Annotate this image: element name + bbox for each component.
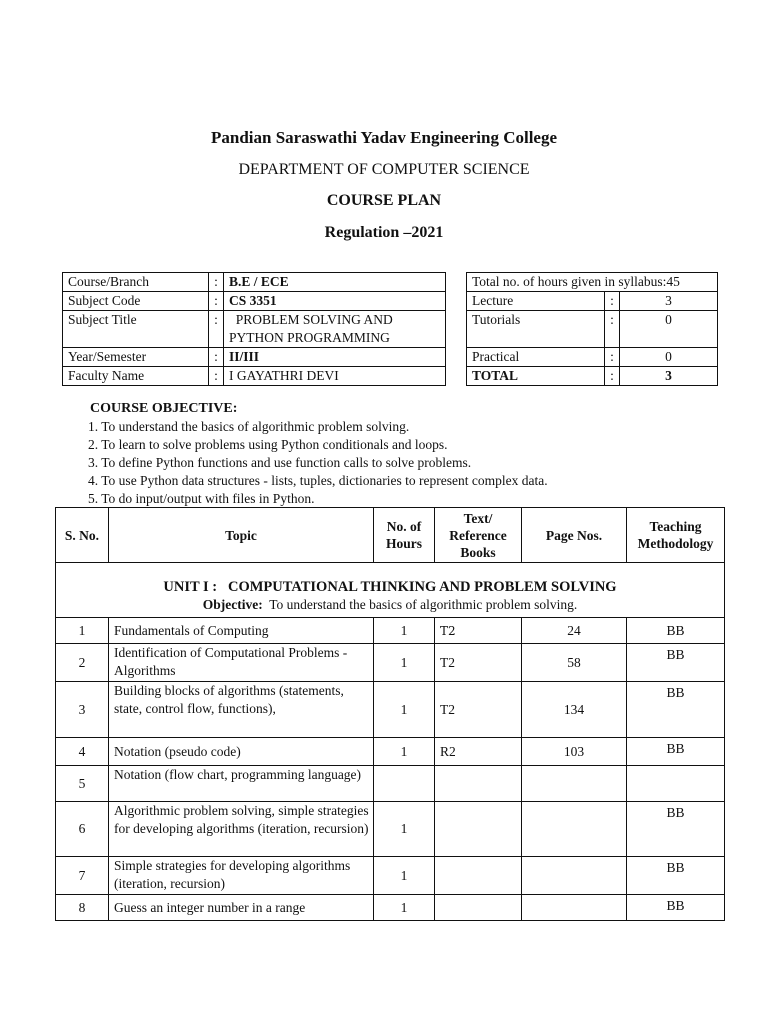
lecture-row bbox=[467, 292, 718, 311]
objective-item: 5. To do input/output with files in Python. bbox=[88, 491, 315, 506]
row-book bbox=[435, 895, 522, 921]
course-info-table bbox=[62, 272, 446, 386]
row-book bbox=[435, 766, 522, 802]
row-method: BB bbox=[627, 857, 725, 895]
info-label: Course/Branch bbox=[63, 273, 209, 292]
row-sno: 1 bbox=[56, 618, 109, 644]
table-row bbox=[56, 766, 725, 802]
objective-item: 3. To define Python functions and use function calls to solve problems. bbox=[88, 455, 472, 470]
row-method: BB bbox=[627, 895, 725, 921]
row-topic: Guess an integer number in a range bbox=[109, 895, 374, 921]
row-book: T2 bbox=[435, 644, 522, 682]
row-pages bbox=[522, 766, 627, 802]
row-pages bbox=[522, 802, 627, 857]
objective-item: 1. To understand the basics of algorithmic problem solving. bbox=[88, 419, 410, 434]
info-colon: : bbox=[209, 292, 224, 311]
row-pages: 58 bbox=[522, 644, 627, 682]
info-label: Year/Semester bbox=[63, 348, 209, 367]
row-hours bbox=[374, 766, 435, 802]
row-sno: 7 bbox=[56, 857, 109, 895]
table-header-row bbox=[56, 508, 725, 563]
row-hours: 1 bbox=[374, 644, 435, 682]
row-topic: Algorithmic problem solving, simple strategies for developing algorithms (iteration, recursion) bbox=[109, 802, 374, 857]
hours-value: 3 bbox=[620, 367, 718, 386]
row-book: T2 bbox=[435, 618, 522, 644]
hours-label: Practical bbox=[467, 348, 605, 367]
table-row bbox=[56, 682, 725, 738]
info-label: Subject Title bbox=[63, 311, 209, 348]
hours-label: Lecture bbox=[467, 292, 605, 311]
info-colon: : bbox=[209, 311, 224, 348]
info-value: B.E / ECE bbox=[224, 273, 446, 292]
row-hours: 1 bbox=[374, 895, 435, 921]
hours-value: 0 bbox=[620, 311, 718, 348]
info-colon: : bbox=[209, 348, 224, 367]
objective-item: 2. To learn to solve problems using Python conditionals and loops. bbox=[88, 437, 448, 452]
hours-colon: : bbox=[605, 292, 620, 311]
practical-row bbox=[467, 348, 718, 367]
row-hours: 1 bbox=[374, 857, 435, 895]
info-colon: : bbox=[209, 273, 224, 292]
tutorials-row bbox=[467, 311, 718, 348]
row-hours: 1 bbox=[374, 738, 435, 766]
info-label: Subject Code bbox=[63, 292, 209, 311]
syllabus-hours: Total no. of hours given in syllabus:45 bbox=[467, 273, 718, 292]
row-topic: Simple strategies for developing algorithms (iteration, recursion) bbox=[109, 857, 374, 895]
header-books: Text/ Reference Books bbox=[435, 508, 522, 563]
row-book bbox=[435, 802, 522, 857]
hours-value: 0 bbox=[620, 348, 718, 367]
row-book: T2 bbox=[435, 682, 522, 738]
unit-objective bbox=[56, 597, 724, 613]
total-row bbox=[467, 367, 718, 386]
row-sno: 8 bbox=[56, 895, 109, 921]
info-value: I GAYATHRI DEVI bbox=[224, 367, 446, 386]
row-sno: 4 bbox=[56, 738, 109, 766]
row-method: BB bbox=[627, 802, 725, 857]
row-hours: 1 bbox=[374, 682, 435, 738]
document-title: COURSE PLAN bbox=[326, 192, 442, 209]
faculty-name-row bbox=[63, 367, 446, 386]
row-sno: 3 bbox=[56, 682, 109, 738]
table-row bbox=[56, 857, 725, 895]
row-method: BB bbox=[627, 618, 725, 644]
hours-colon: : bbox=[605, 367, 620, 386]
hours-label: TOTAL bbox=[467, 367, 605, 386]
subject-code-row bbox=[63, 292, 446, 311]
row-method bbox=[627, 766, 725, 802]
table-row bbox=[56, 618, 725, 644]
unit-objective-text: To understand the basics of algorithmic problem solving. bbox=[262, 597, 578, 612]
regulation-label: Regulation –2021 bbox=[324, 224, 444, 241]
row-topic: Building blocks of algorithms (statements, state, control flow, functions), bbox=[109, 682, 374, 738]
row-topic: Fundamentals of Computing bbox=[109, 618, 374, 644]
row-method: BB bbox=[627, 644, 725, 682]
hours-label: Tutorials bbox=[467, 311, 605, 348]
row-sno: 5 bbox=[56, 766, 109, 802]
row-pages: 134 bbox=[522, 682, 627, 738]
course-plan-table bbox=[55, 507, 725, 921]
row-method: BB bbox=[627, 682, 725, 738]
row-sno: 6 bbox=[56, 802, 109, 857]
course-branch-row bbox=[63, 273, 446, 292]
unit-objective-label: Objective: bbox=[202, 597, 263, 612]
info-value: PROBLEM SOLVING AND PYTHON PROGRAMMING bbox=[224, 311, 446, 348]
table-row bbox=[56, 895, 725, 921]
row-topic: Notation (pseudo code) bbox=[109, 738, 374, 766]
unit-row bbox=[56, 563, 725, 618]
course-objectives bbox=[90, 400, 548, 508]
row-book: R2 bbox=[435, 738, 522, 766]
department-name: DEPARTMENT OF COMPUTER SCIENCE bbox=[238, 161, 530, 178]
row-hours: 1 bbox=[374, 618, 435, 644]
objectives-heading: COURSE OBJECTIVE: bbox=[90, 401, 238, 416]
row-sno: 2 bbox=[56, 644, 109, 682]
hours-value: 3 bbox=[620, 292, 718, 311]
row-method: BB bbox=[627, 738, 725, 766]
info-value: II/III bbox=[224, 348, 446, 367]
row-hours: 1 bbox=[374, 802, 435, 857]
hours-colon: : bbox=[605, 348, 620, 367]
info-label: Faculty Name bbox=[63, 367, 209, 386]
header-sno: S. No. bbox=[56, 508, 109, 563]
objective-item: 4. To use Python data structures - lists, tuples, dictionaries to represent complex data. bbox=[88, 473, 548, 488]
subject-title-row bbox=[63, 311, 446, 348]
syllabus-hours-row bbox=[467, 273, 718, 292]
header-method: Teaching Methodology bbox=[627, 508, 725, 563]
header-hours: No. of Hours bbox=[374, 508, 435, 563]
hours-table bbox=[466, 272, 718, 386]
info-value: CS 3351 bbox=[224, 292, 446, 311]
row-pages: 103 bbox=[522, 738, 627, 766]
table-row bbox=[56, 802, 725, 857]
header-pages: Page Nos. bbox=[522, 508, 627, 563]
table-row bbox=[56, 644, 725, 682]
row-topic: Identification of Computational Problems -Algorithms bbox=[109, 644, 374, 682]
row-pages: 24 bbox=[522, 618, 627, 644]
hours-colon: : bbox=[605, 311, 620, 348]
college-name: Pandian Saraswathi Yadav Engineering College bbox=[210, 128, 558, 147]
row-pages bbox=[522, 895, 627, 921]
year-semester-row bbox=[63, 348, 446, 367]
unit-heading-cell bbox=[56, 563, 725, 618]
row-pages bbox=[522, 857, 627, 895]
header-topic: Topic bbox=[109, 508, 374, 563]
unit-title: UNIT I : COMPUTATIONAL THINKING AND PROBLEM SOLVING bbox=[163, 579, 617, 595]
table-row bbox=[56, 738, 725, 766]
row-topic: Notation (flow chart, programming language) bbox=[109, 766, 374, 802]
info-colon: : bbox=[209, 367, 224, 386]
row-book bbox=[435, 857, 522, 895]
